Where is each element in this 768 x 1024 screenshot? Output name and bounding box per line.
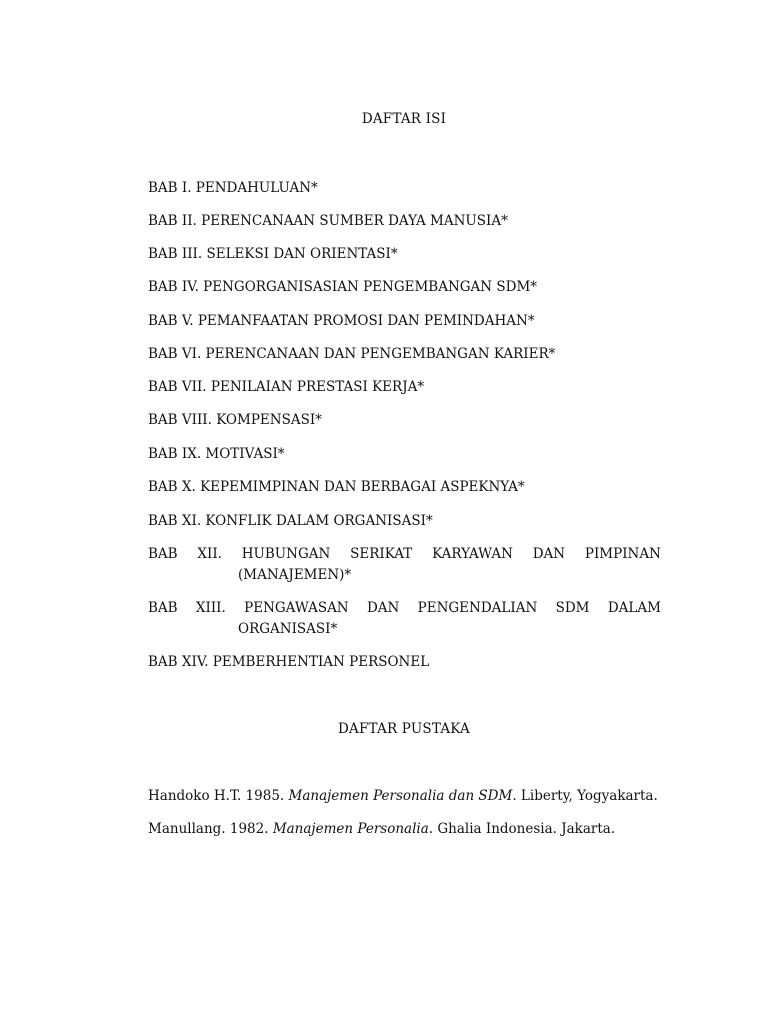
toc-item-bab-4: BAB IV. PENGORGANISASIAN PENGEMBANGAN SDM* [148, 279, 538, 295]
toc-item-bab-2: BAB II. PERENCANAAN SUMBER DAYA MANUSIA* [148, 213, 508, 229]
toc-item-bab-12 [148, 544, 661, 564]
toc-word: BAB [148, 546, 178, 562]
bibliography-title: DAFTAR PUSTAKA [338, 721, 470, 737]
toc-word: PENGENDALIAN [417, 600, 538, 616]
toc-word: SERIKAT [350, 546, 413, 562]
toc-word: SDM [555, 600, 590, 616]
toc-item-bab-13-continuation: ORGANISASI* [238, 621, 338, 637]
toc-item-bab-9: BAB IX. MOTIVASI* [148, 446, 285, 462]
reference-title: Manajemen Personalia dan SDM [288, 788, 513, 804]
toc-item-bab-1: BAB I. PENDAHULUAN* [148, 180, 318, 196]
toc-word: XIII. [195, 600, 226, 616]
reference-item [148, 819, 615, 839]
toc-word: KARYAWAN [432, 546, 513, 562]
toc-item-bab-6: BAB VI. PERENCANAAN DAN PENGEMBANGAN KARIER* [148, 346, 556, 362]
toc-item-bab-8: BAB VIII. KOMPENSASI* [148, 412, 322, 428]
toc-word: DAN [532, 546, 566, 562]
toc-word: BAB [148, 600, 178, 616]
toc-word: PIMPINAN [584, 546, 661, 562]
toc-item-bab-7: BAB VII. PENILAIAN PRESTASI KERJA* [148, 379, 425, 395]
toc-word: DAN [366, 600, 400, 616]
toc-word: DALAM [607, 600, 661, 616]
reference-publisher: . Ghalia Indonesia. Jakarta. [428, 821, 616, 837]
reference-author-year: Handoko H.T. 1985. [148, 788, 285, 804]
toc-title: DAFTAR ISI [361, 111, 447, 127]
reference-publisher: . Liberty, Yogyakarta. [512, 788, 658, 804]
toc-item-bab-10: BAB X. KEPEMIMPINAN DAN BERBAGAI ASPEKNYA* [148, 479, 525, 495]
toc-word: HUBUNGAN [241, 546, 331, 562]
toc-item-bab-13 [148, 598, 661, 618]
reference-title: Manajemen Personalia [272, 821, 429, 837]
toc-word: XII. [197, 546, 222, 562]
toc-word: PENGAWASAN [244, 600, 349, 616]
toc-item-bab-11: BAB XI. KONFLIK DALAM ORGANISASI* [148, 513, 433, 529]
toc-item-bab-3: BAB III. SELEKSI DAN ORIENTASI* [148, 246, 398, 262]
reference-item [148, 786, 658, 806]
reference-author-year: Manullang. 1982. [148, 821, 269, 837]
toc-item-bab-14: BAB XIV. PEMBERHENTIAN PERSONEL [148, 654, 430, 670]
toc-item-bab-12-continuation: (MANAJEMEN)* [238, 567, 352, 583]
toc-item-bab-5: BAB V. PEMANFAATAN PROMOSI DAN PEMINDAHAN* [148, 313, 535, 329]
